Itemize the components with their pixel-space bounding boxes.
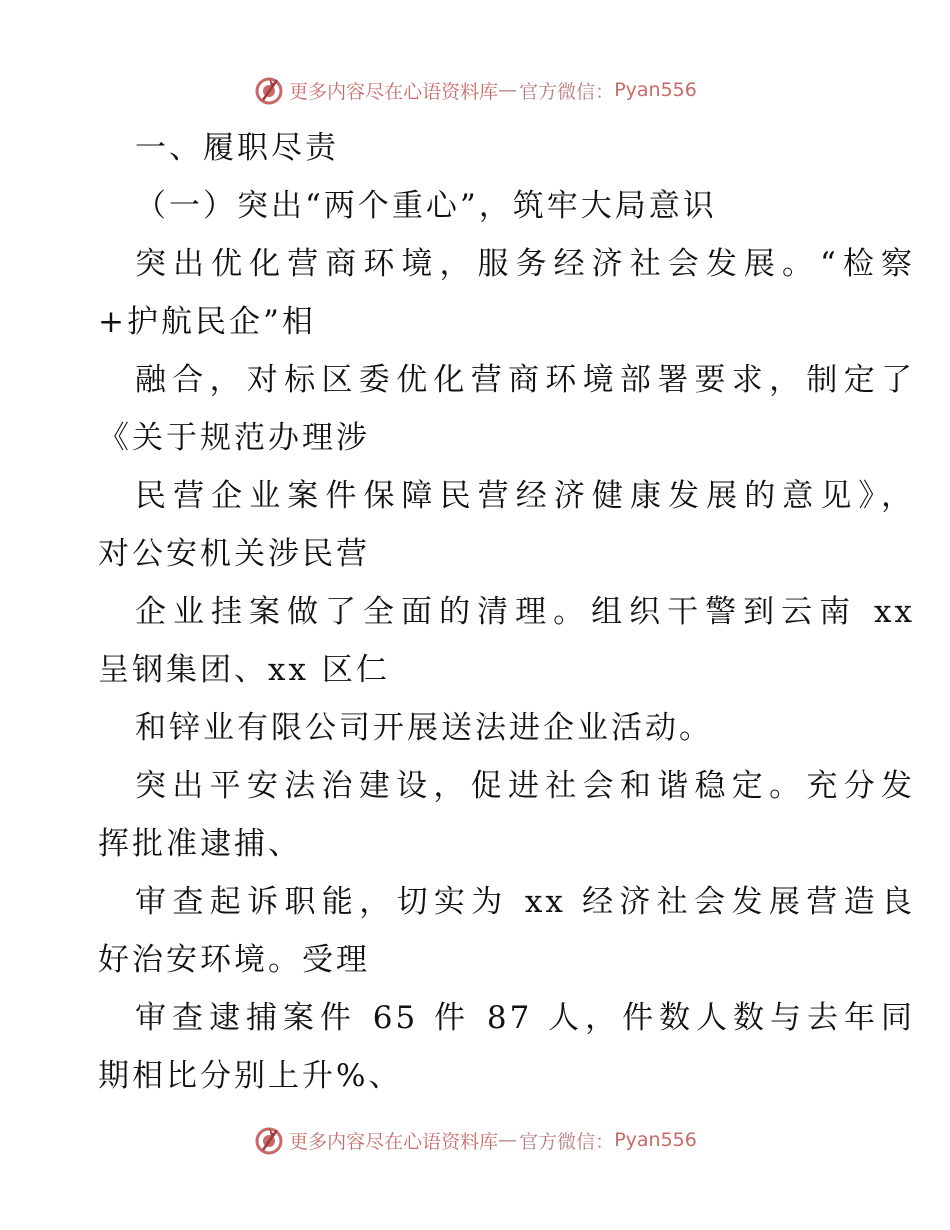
text-line: 呈钢集团、xx 区仁 bbox=[98, 652, 390, 688]
watermark-separator: — bbox=[498, 1129, 518, 1151]
watermark-footer bbox=[0, 1120, 950, 1160]
watermark-text: 更多内容尽在心语资料库 bbox=[289, 1130, 499, 1153]
text-line: 突出平安法治建设，促进社会和谐稳定。充分发 bbox=[135, 768, 915, 804]
text-line: 审查逮捕案件 65 件 87 人，件数人数与去年同 bbox=[135, 1000, 915, 1036]
watermark-header bbox=[0, 70, 950, 110]
watermark-text: 更多内容尽在心语资料库 bbox=[289, 80, 499, 103]
text-line: 对公安机关涉民营 bbox=[98, 536, 370, 572]
text-line: 审查起诉职能，切实为 xx 经济社会发展营造良 bbox=[135, 884, 915, 920]
watermark-separator: — bbox=[498, 79, 518, 101]
text-line: 《关于规范办理涉 bbox=[98, 420, 370, 456]
text-line: 好治安环境。受理 bbox=[98, 942, 370, 978]
text-line: 期相比分别上升%、 bbox=[98, 1058, 403, 1094]
watermark-id: Pyan556 bbox=[614, 79, 697, 101]
watermark-label: 官方微信： bbox=[519, 80, 615, 103]
text-line: 民营企业案件保障民营经济健康发展的意见》， bbox=[135, 478, 915, 514]
section-heading: 一、履职尽责 bbox=[135, 130, 339, 166]
text-line: +护航民企”相 bbox=[98, 304, 316, 340]
text-line: 融合，对标区委优化营商环境部署要求，制定了 bbox=[135, 362, 915, 398]
logo-icon bbox=[253, 1124, 285, 1156]
text-line: 挥批准逮捕、 bbox=[98, 826, 302, 862]
subsection-heading: （一）突出“两个重心”，筑牢大局意识 bbox=[135, 188, 717, 224]
watermark-label: 官方微信： bbox=[519, 1130, 615, 1153]
text-line: 突出优化营商环境，服务经济社会发展。“检察 bbox=[135, 246, 915, 282]
text-line: 和锌业有限公司开展送法进企业活动。 bbox=[135, 710, 713, 746]
text-line: 企业挂案做了全面的清理。组织干警到云南 xx bbox=[135, 594, 915, 630]
logo-icon bbox=[253, 74, 285, 106]
watermark-id: Pyan556 bbox=[614, 1129, 697, 1151]
